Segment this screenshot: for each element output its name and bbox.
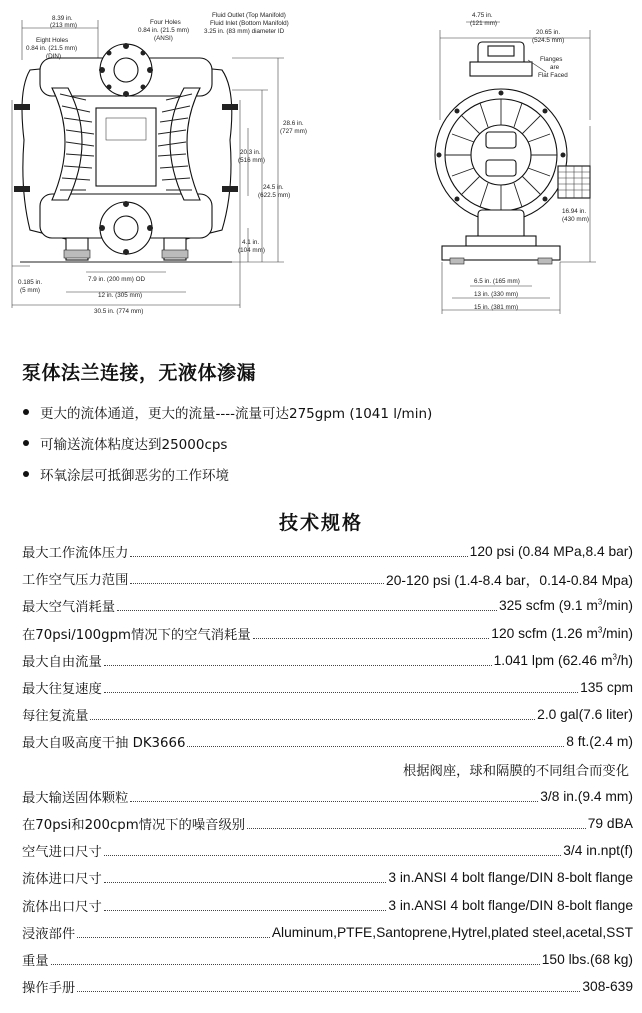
label-s-475-mm: (121 mm) [470, 20, 497, 27]
leader-dots [187, 746, 564, 747]
bullet-text: 可输送流体粘度达到25000cps [40, 436, 228, 453]
label-eight-holes-std: (DIN) [46, 53, 62, 60]
spec-row [22, 864, 633, 891]
label-w-305: 30.5 in. (774 mm) [94, 308, 144, 315]
label-s-1694: 16.94 in. [562, 208, 587, 215]
label-h-28: 28.6 in. [283, 120, 304, 127]
label-s-13: 13 in. (330 mm) [474, 291, 519, 298]
leader-dots [253, 638, 490, 639]
spec-value: 308-639 [582, 979, 633, 995]
label-flanges: Flanges [540, 56, 563, 63]
label-eight-holes: Eight Holes [36, 37, 69, 44]
leader-dots [77, 991, 580, 992]
spec-label: 流体出口尺寸 [22, 899, 102, 915]
spec-value: 120 scfm (1.26 $m^3/\min$) [491, 625, 633, 641]
spec-value: 20-120 psi (1.4-8.4 bar，0.14-0.84 Mpa) [386, 572, 633, 588]
leader-dots [104, 882, 387, 883]
spec-value: 1.041 lpm (62.46 $m^3/h$) [493, 652, 633, 668]
spec-row [22, 565, 633, 592]
label-s-1694-mm: (430 mm) [562, 216, 589, 223]
bullet-dot-icon [23, 440, 29, 446]
pump-dimension-drawing [0, 0, 642, 330]
leader-dots [104, 665, 492, 666]
label-w-top-mm: (213 mm) [50, 22, 77, 29]
spec-value: 325 scfm (9.1 $m^3/\min$) [498, 597, 633, 614]
spec-row [22, 783, 633, 810]
label-h-20-mm: (516 mm) [238, 157, 265, 164]
spec-row [22, 837, 633, 864]
spec-row [22, 647, 633, 674]
label-four-holes-size: 0.84 in. (21.5 mm) [138, 27, 190, 34]
spec-table [22, 538, 633, 1000]
label-h-0185-mm: (5 mm) [20, 287, 40, 294]
label-flanges-are: are [550, 64, 560, 71]
spec-value: 3 in.ANSI 4 bolt flange/DIN 8-bolt flange [388, 897, 633, 913]
leader-dots [130, 583, 384, 584]
spec-row [22, 620, 633, 647]
spec-row [22, 946, 633, 973]
spec-value: 8 ft.(2.4 m) [566, 734, 633, 750]
spec-value: Aluminum,PTFE,Santoprene,Hytrel,plated steel,acetal,SST [271, 924, 633, 940]
list-item [22, 396, 632, 427]
label-s-2065-mm: (524.5 mm) [532, 37, 565, 44]
spec-label: 最大自由流量 [22, 654, 102, 670]
label-flanges-flat: Flat Faced [538, 72, 568, 79]
pump-front-view [12, 12, 307, 315]
spec-title: 技术规格 [278, 512, 363, 534]
spec-row [22, 919, 633, 946]
spec-row [22, 728, 633, 755]
spec-row [22, 701, 633, 728]
spec-label: 最大工作流体压力 [22, 546, 129, 562]
label-h-4: 4.1 in. [242, 239, 260, 246]
spec-label: 空气进口尺寸 [22, 845, 102, 861]
pump-side-view [435, 12, 596, 314]
label-eight-holes-size: 0.84 in. (21.5 mm) [26, 45, 78, 52]
spec-note: 根据阀座，球和隔膜的不同组合而变化 [402, 763, 629, 779]
spec-row [22, 538, 633, 565]
label-fluid-inlet: Fluid Inlet (Bottom Manifold) [210, 20, 289, 27]
label-fluid-diam: 3.25 in. (83 mm) diameter ID [204, 28, 285, 35]
spec-value: 3 in.ANSI 4 bolt flange/DIN 8-bolt flange [388, 870, 633, 886]
spec-label: 最大往复速度 [22, 682, 102, 698]
leader-dots [130, 556, 467, 557]
leader-dots [90, 719, 535, 720]
spec-label: 工作空气压力范围 [22, 573, 129, 589]
spec-value: 3/8 in.(9.4 mm) [540, 788, 633, 804]
spec-label: 操作手册 [22, 981, 76, 997]
bullet-text: 环氧涂层可抵御恶劣的工作环境 [40, 467, 229, 484]
label-s-65: 6.5 in. (165 mm) [474, 278, 520, 285]
label-h-24: 24.5 in. [263, 184, 284, 191]
spec-value: 3/4 in.npt(f) [563, 843, 633, 859]
spec-label: 重量 [22, 953, 49, 969]
label-w-top: 8.39 in. [52, 15, 73, 22]
spec-label: 在70psi和200cpm情况下的噪音级别 [22, 817, 246, 833]
label-four-holes-std: (ANSI) [154, 35, 173, 42]
feature-list [22, 396, 632, 489]
spec-value: 120 psi (0.84 MPa,8.4 bar) [469, 544, 633, 560]
spec-row [22, 891, 633, 918]
leader-dots [247, 828, 586, 829]
spec-row [22, 674, 633, 701]
leader-dots [104, 855, 561, 856]
spec-label: 最大输送固体颗粒 [22, 790, 129, 806]
label-h-28-mm: (727 mm) [280, 128, 307, 135]
bullet-dot-icon [23, 471, 29, 477]
leader-dots [51, 964, 540, 965]
spec-label: 在70psi/100gpm情况下的空气消耗量 [22, 627, 251, 643]
label-w-79: 7.9 in. (200 mm) OD [88, 276, 146, 283]
spec-label: 浸液部件 [22, 926, 76, 942]
spec-row [22, 592, 633, 619]
label-w-12: 12 in. (305 mm) [98, 292, 143, 299]
leader-dots [104, 692, 578, 693]
label-h-4-mm: (104 mm) [238, 247, 265, 254]
label-four-holes: Four Holes [150, 19, 181, 26]
label-h-24-mm: (622.5 mm) [258, 192, 291, 199]
label-h-20: 20.3 in. [240, 149, 261, 156]
spec-value: 150 lbs.(68 kg) [541, 951, 633, 967]
spec-label: 最大自吸高度干抽 DK3666 [22, 736, 186, 752]
spec-value: 79 dBA [587, 815, 633, 831]
label-s-475: 4.75 in. [472, 12, 493, 19]
leader-dots [117, 610, 497, 611]
list-item [22, 458, 632, 489]
spec-label: 流体进口尺寸 [22, 872, 102, 888]
leader-dots [104, 910, 387, 911]
leader-dots [130, 801, 538, 802]
spec-label: 每往复流量 [22, 709, 89, 725]
bullet-dot-icon [23, 409, 29, 415]
label-fluid-outlet: Fluid Outlet (Top Manifold) [212, 12, 286, 19]
feature-heading: 泵体法兰连接，无液体渗漏 [22, 362, 257, 384]
leader-dots [77, 937, 270, 938]
bullet-text: 更大的流体通道，更大的流量----流量可达275gpm (1041 l/min) [40, 405, 433, 422]
spec-value: 2.0 gal(7.6 liter) [537, 707, 633, 723]
spec-value: 135 cpm [580, 680, 633, 696]
spec-row [22, 973, 633, 1000]
spec-label: 最大空气消耗量 [22, 600, 116, 616]
spec-row [22, 810, 633, 837]
label-s-15: 15 in. (381 mm) [474, 304, 519, 311]
label-h-0185: 0.185 in. [18, 279, 43, 286]
list-item [22, 427, 632, 458]
label-s-2065: 20.65 in. [536, 29, 561, 36]
